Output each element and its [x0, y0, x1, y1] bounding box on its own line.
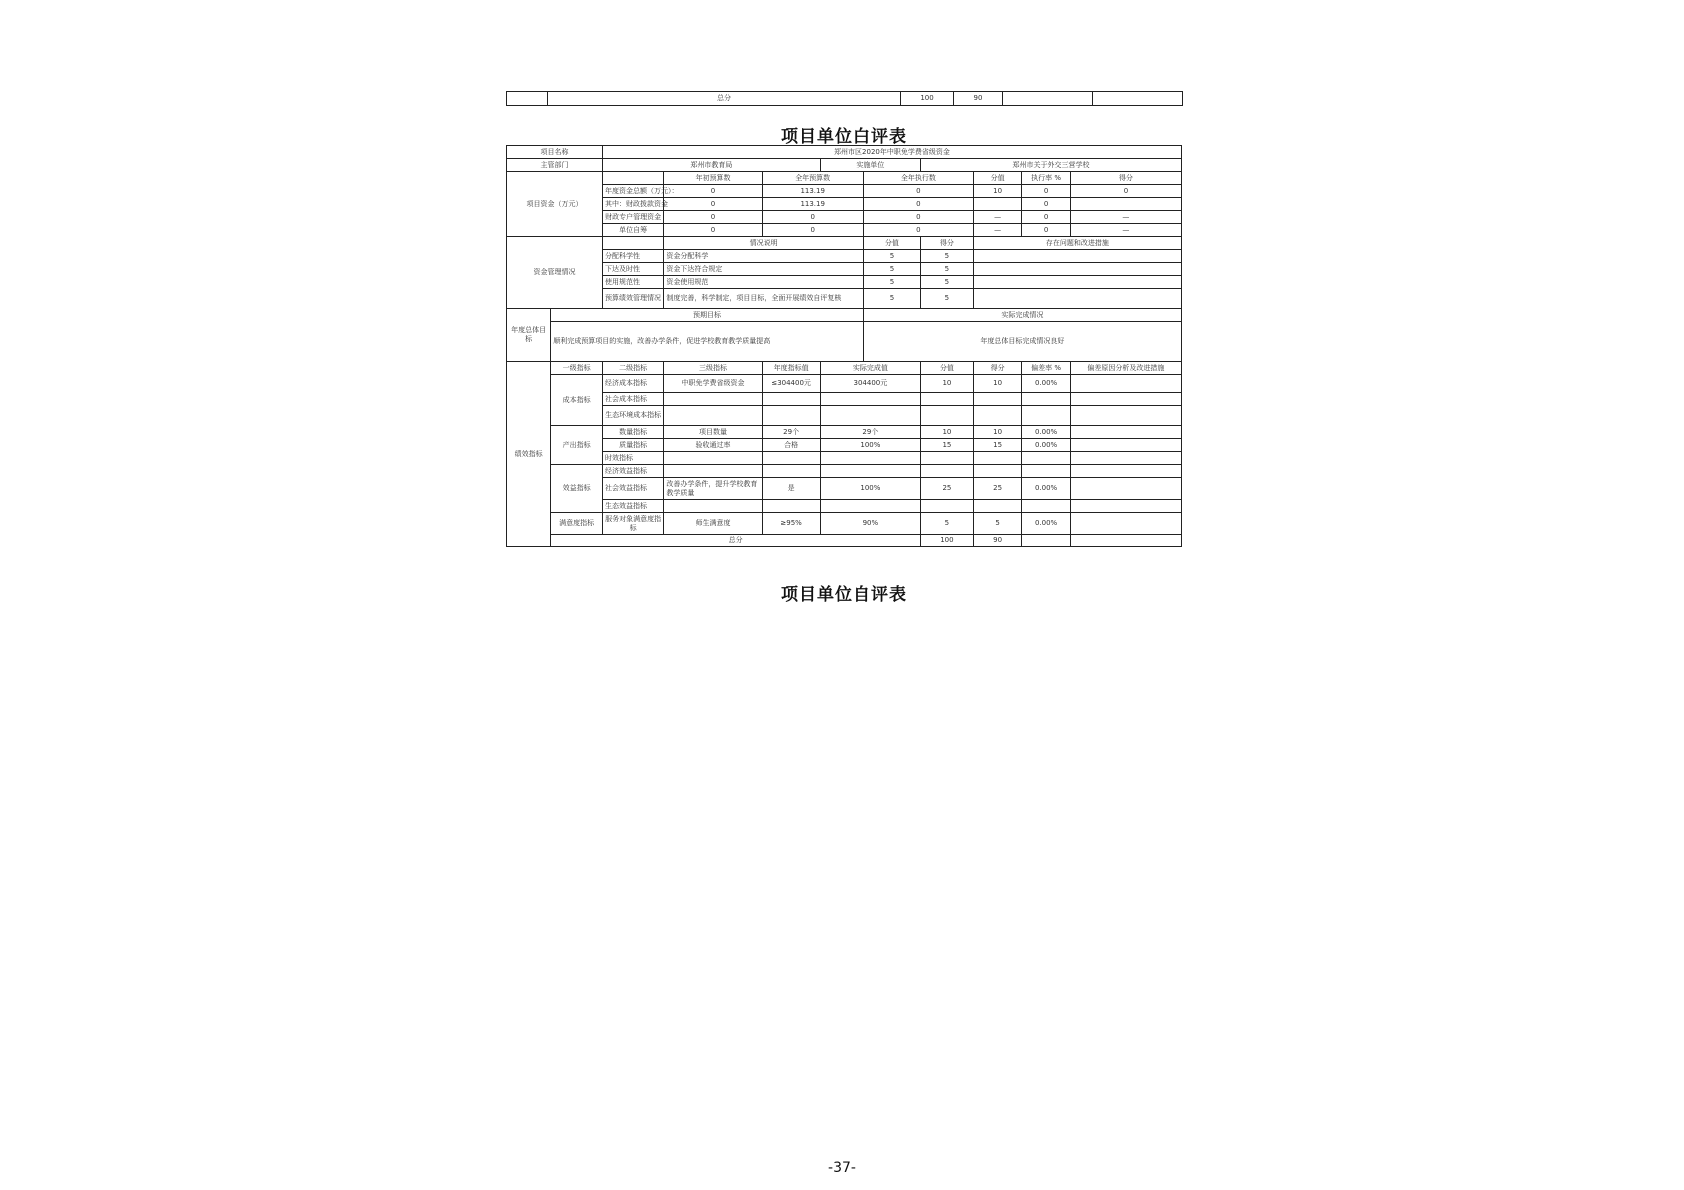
- perf-actual: [820, 500, 920, 513]
- perf-deviation: 0.00%: [1022, 375, 1071, 393]
- dept-label: 主管部门: [507, 159, 603, 172]
- mgmt-desc: 资金下达符合规定: [664, 263, 863, 276]
- perf-actual: 100%: [820, 478, 920, 500]
- perf-full: [921, 393, 974, 406]
- perf-header-cell: 得分: [973, 362, 1022, 375]
- goal-header-actual: 实际完成情况: [863, 309, 1181, 322]
- perf-level3: [664, 393, 762, 406]
- perf-header-cell: 二级指标: [602, 362, 663, 375]
- fund-cell: —: [1070, 211, 1181, 224]
- project-name-label: 项目名称: [507, 146, 603, 159]
- total-blank: [1070, 535, 1181, 547]
- fund-cell: 113.19: [762, 198, 863, 211]
- perf-level2: 时效指标: [602, 452, 663, 465]
- perf-level2: 经济成本指标: [602, 375, 663, 393]
- perf-score: 10: [973, 426, 1022, 439]
- mgmt-section-label: 资金管理情况: [507, 237, 603, 309]
- fund-section-label: 项目资金（万元）: [507, 172, 603, 237]
- fund-cell: [973, 198, 1022, 211]
- perf-actual: [820, 465, 920, 478]
- fragment-blank: [507, 92, 548, 106]
- fund-header-cell: 得分: [1070, 172, 1181, 185]
- mgmt-cell: 5: [863, 276, 920, 289]
- page-number: -37-: [828, 1160, 856, 1176]
- perf-full: [921, 465, 974, 478]
- previous-table-fragment: [506, 91, 1182, 106]
- perf-level3: [664, 452, 762, 465]
- fund-cell: 10: [973, 185, 1022, 198]
- fund-header-cell: 全年预算数: [762, 172, 863, 185]
- perf-actual: [820, 406, 920, 426]
- perf-score: [973, 500, 1022, 513]
- mgmt-cell: [973, 276, 1181, 289]
- perf-reason: [1070, 375, 1181, 393]
- perf-reason: [1070, 452, 1181, 465]
- perf-level1: 效益指标: [551, 465, 603, 513]
- perf-deviation: [1022, 452, 1071, 465]
- perf-full: [921, 500, 974, 513]
- fund-cell: —: [973, 224, 1022, 237]
- perf-reason: [1070, 465, 1181, 478]
- perf-level3: [664, 406, 762, 426]
- perf-target: 合格: [762, 439, 820, 452]
- next-page-title: 项目单位自评表: [781, 585, 907, 605]
- perf-reason: [1070, 439, 1181, 452]
- perf-target: [762, 465, 820, 478]
- perf-full: 15: [921, 439, 974, 452]
- perf-score: [973, 393, 1022, 406]
- mgmt-desc: 资金分配科学: [664, 250, 863, 263]
- fund-row-label: 单位自筹: [602, 224, 663, 237]
- fund-cell: 0: [863, 198, 973, 211]
- fund-header-cell: [602, 172, 663, 185]
- perf-actual: 100%: [820, 439, 920, 452]
- fund-cell: —: [973, 211, 1022, 224]
- perf-deviation: 0.00%: [1022, 478, 1071, 500]
- perf-target: ≥95%: [762, 513, 820, 535]
- fund-cell: 0: [1022, 185, 1071, 198]
- mgmt-cell: [973, 263, 1181, 276]
- fund-cell: 0: [664, 185, 762, 198]
- perf-score: [973, 465, 1022, 478]
- fragment-total-score: 90: [954, 92, 1003, 106]
- fund-header-cell: 分值: [973, 172, 1022, 185]
- perf-full: 5: [921, 513, 974, 535]
- mgmt-cell: [973, 289, 1181, 309]
- perf-target: [762, 406, 820, 426]
- perf-level3: 改善办学条件，提升学校教育教学质量: [664, 478, 762, 500]
- fund-cell: 113.19: [762, 185, 863, 198]
- mgmt-header-cell: [602, 237, 663, 250]
- mgmt-header-cell: 存在问题和改进措施: [973, 237, 1181, 250]
- perf-header-cell: 分值: [921, 362, 974, 375]
- mgmt-cell: 5: [921, 263, 974, 276]
- fund-header-cell: 年初预算数: [664, 172, 762, 185]
- impl-unit-label: 实施单位: [820, 159, 920, 172]
- perf-target: [762, 500, 820, 513]
- perf-deviation: [1022, 465, 1071, 478]
- perf-reason: [1070, 513, 1181, 535]
- perf-section-label: 绩效指标: [507, 362, 551, 547]
- perf-level2: 质量指标: [602, 439, 663, 452]
- perf-score: 15: [973, 439, 1022, 452]
- perf-reason: [1070, 406, 1181, 426]
- perf-deviation: [1022, 406, 1071, 426]
- fund-cell: 0: [1070, 185, 1181, 198]
- perf-full: [921, 452, 974, 465]
- perf-full: 25: [921, 478, 974, 500]
- perf-level2: 社会效益指标: [602, 478, 663, 500]
- perf-reason: [1070, 426, 1181, 439]
- perf-level2: 生态效益指标: [602, 500, 663, 513]
- perf-level3: 项目数量: [664, 426, 762, 439]
- fund-cell: 0: [1022, 211, 1071, 224]
- fund-header-cell: 执行率 %: [1022, 172, 1071, 185]
- mgmt-header-cell: 情况说明: [664, 237, 863, 250]
- mgmt-header-cell: 得分: [921, 237, 974, 250]
- perf-deviation: 0.00%: [1022, 439, 1071, 452]
- mgmt-row-label: 下达及时性: [602, 263, 663, 276]
- impl-unit-value: 郑州市关于外交三营学校: [921, 159, 1182, 172]
- fragment-total-full: 100: [901, 92, 954, 106]
- goal-section-label: 年度总体目标: [507, 309, 551, 362]
- perf-level2: 生态环境成本指标: [602, 406, 663, 426]
- mgmt-cell: 5: [921, 276, 974, 289]
- perf-actual: 29个: [820, 426, 920, 439]
- perf-full: 10: [921, 375, 974, 393]
- fund-cell: 0: [664, 211, 762, 224]
- total-full: 100: [921, 535, 974, 547]
- perf-actual: [820, 452, 920, 465]
- perf-header-cell: 偏差原因分析及改进措施: [1070, 362, 1181, 375]
- perf-header-cell: 三级指标: [664, 362, 762, 375]
- mgmt-cell: 5: [863, 250, 920, 263]
- fund-row-label: 其中：财政拨款资金: [602, 198, 663, 211]
- perf-target: 是: [762, 478, 820, 500]
- fund-cell: 0: [1022, 198, 1071, 211]
- perf-level3: 师生满意度: [664, 513, 762, 535]
- total-score: 90: [973, 535, 1022, 547]
- perf-reason: [1070, 478, 1181, 500]
- goal-actual: 年度总体目标完成情况良好: [863, 322, 1181, 362]
- total-label: 总分: [551, 535, 921, 547]
- perf-header-cell: 实际完成值: [820, 362, 920, 375]
- perf-level1: 成本指标: [551, 375, 603, 426]
- fund-cell: 0: [863, 211, 973, 224]
- perf-level1: 满意度指标: [551, 513, 603, 535]
- perf-score: 5: [973, 513, 1022, 535]
- perf-full: 10: [921, 426, 974, 439]
- mgmt-row-label: 使用规范性: [602, 276, 663, 289]
- perf-score: [973, 452, 1022, 465]
- project-name-value: 郑州市区2020年中职免学费省级资金: [602, 146, 1181, 159]
- perf-level3: [664, 500, 762, 513]
- perf-score: 25: [973, 478, 1022, 500]
- perf-header-cell: 年度指标值: [762, 362, 820, 375]
- perf-level2: 数量指标: [602, 426, 663, 439]
- perf-level2: 社会成本指标: [602, 393, 663, 406]
- fund-row-label: 财政专户管理资金: [602, 211, 663, 224]
- perf-deviation: [1022, 393, 1071, 406]
- perf-target: ≤304400元: [762, 375, 820, 393]
- perf-level3: 验收通过率: [664, 439, 762, 452]
- perf-actual: [820, 393, 920, 406]
- fund-cell: 0: [664, 198, 762, 211]
- goal-expected: 顺利完成预算项目的实施，改善办学条件，促进学校教育教学质量提高: [551, 322, 864, 362]
- perf-actual: 304400元: [820, 375, 920, 393]
- dept-value: 郑州市教育局: [602, 159, 820, 172]
- goal-header-expected: 预期目标: [551, 309, 864, 322]
- mgmt-cell: 5: [863, 289, 920, 309]
- mgmt-desc: 制度完善，科学制定，项目目标，全面开展绩效自评复核: [664, 289, 863, 309]
- mgmt-cell: 5: [921, 289, 974, 309]
- perf-deviation: 0.00%: [1022, 426, 1071, 439]
- perf-target: [762, 452, 820, 465]
- perf-reason: [1070, 500, 1181, 513]
- perf-score: [973, 406, 1022, 426]
- fragment-total-label: 总分: [548, 92, 901, 106]
- page-title: 项目单位白评表: [781, 127, 907, 147]
- fund-cell: 0: [762, 224, 863, 237]
- fund-cell: 0: [863, 185, 973, 198]
- perf-deviation: [1022, 500, 1071, 513]
- fragment-cell: [1093, 92, 1183, 106]
- perf-reason: [1070, 393, 1181, 406]
- perf-level1: 产出指标: [551, 426, 603, 465]
- fund-cell: 0: [664, 224, 762, 237]
- mgmt-cell: 5: [921, 250, 974, 263]
- mgmt-desc: 资金使用规范: [664, 276, 863, 289]
- fund-row-label: 年度资金总额（万元）：: [602, 185, 663, 198]
- perf-header-cell: 一级指标: [551, 362, 603, 375]
- perf-header-cell: 偏差率 %: [1022, 362, 1071, 375]
- perf-deviation: 0.00%: [1022, 513, 1071, 535]
- mgmt-cell: 5: [863, 263, 920, 276]
- fund-cell: 0: [863, 224, 973, 237]
- perf-actual: 90%: [820, 513, 920, 535]
- fund-cell: [1070, 198, 1181, 211]
- mgmt-row-label: 分配科学性: [602, 250, 663, 263]
- perf-level2: 服务对象满意度指标: [602, 513, 663, 535]
- perf-target: 29个: [762, 426, 820, 439]
- fund-cell: 0: [762, 211, 863, 224]
- perf-level3: 中职免学费省级资金: [664, 375, 762, 393]
- mgmt-header-cell: 分值: [863, 237, 920, 250]
- perf-score: 10: [973, 375, 1022, 393]
- perf-level3: [664, 465, 762, 478]
- perf-full: [921, 406, 974, 426]
- fund-header-cell: 全年执行数: [863, 172, 973, 185]
- fund-cell: —: [1070, 224, 1181, 237]
- self-evaluation-form: [506, 145, 1182, 547]
- mgmt-cell: [973, 250, 1181, 263]
- fund-cell: 0: [1022, 224, 1071, 237]
- total-blank: [1022, 535, 1071, 547]
- perf-target: [762, 393, 820, 406]
- perf-level2: 经济效益指标: [602, 465, 663, 478]
- mgmt-row-label: 预算绩效管理情况: [602, 289, 663, 309]
- fragment-cell: [1003, 92, 1093, 106]
